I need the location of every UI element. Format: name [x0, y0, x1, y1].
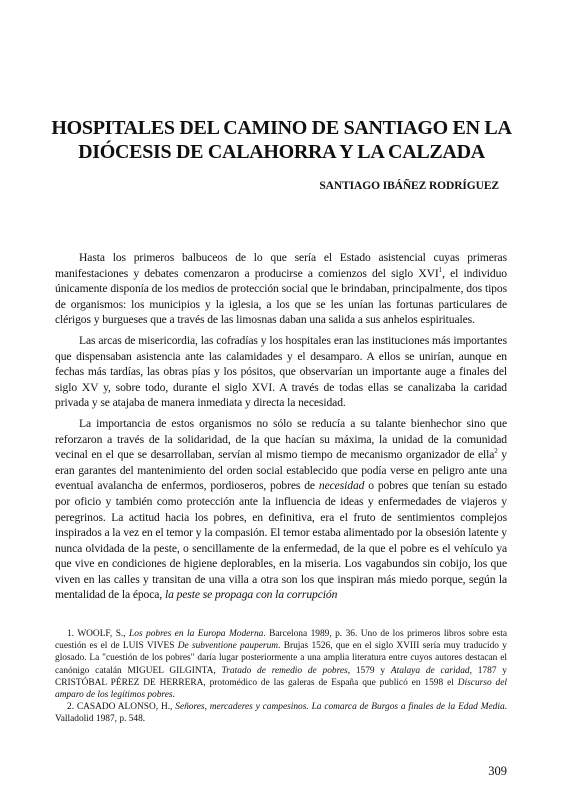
italic-term: necesidad: [318, 479, 365, 493]
paragraph-3-text-cont: y eran garantes del mantenimiento del orden social establecido que podía verse en peligro ante una eventual avalancha de enfermos, pordioseros, pobres de: [55, 448, 507, 493]
footnote-text: WOOLF, S.,: [74, 629, 130, 639]
article-title: HOSPITALES DEL CAMINO DE SANTIAGO EN LA DIÓCESIS DE CALAHORRA Y LA CALZADA: [51, 117, 512, 163]
footnote-italic: Tratado de remedio de pobres: [221, 665, 348, 676]
footnote-italic: Discurso del amparo de los legítimos pobres: [55, 677, 508, 701]
footnote-text: , 1787 y CRISTÓBAL PÉREZ DE HERRERA, protomédico de las galeras de España que publicó en 1598 el: [55, 665, 507, 688]
footnote-text: . Valladolid 1987, p. 548.: [55, 702, 507, 725]
footnote-number: 1.: [67, 629, 75, 639]
page-number: 309: [488, 764, 507, 778]
footnote-italic: De subventione pauperum: [177, 641, 279, 652]
footnote-1: [55, 628, 507, 701]
footnote-text: , 1579 y: [347, 665, 391, 676]
footnote-ref-1: 1: [438, 265, 443, 274]
footnote-italic: Los pobres en la Europa Moderna: [129, 629, 264, 639]
paragraph-1-text-cont: , el individuo únicamente disponía de los medios de protección social que le brindaban, principalmente, dos tipos de organismos: los municipios y la iglesia, a los que se les unían las fortunas particulares de clérigos y burgueses que a través de las limosnas daban una salida a sus anhelos espirituales.: [55, 266, 507, 327]
footnote-ref-2: 2: [494, 447, 498, 456]
footnote-number: 2.: [67, 702, 75, 713]
paragraph-3: [55, 416, 507, 603]
footnote-2: [55, 701, 507, 725]
footnote-italic: Señores, mercaderes y campesinos. La comarca de Burgos a finales de la Edad Media: [175, 702, 505, 713]
footnotes: [55, 628, 507, 726]
paragraph-3-text: La importancia de estos organismos no sólo se reducía a su talante bienhechor sino que reforzaron a través de la solidaridad, de la que hacían su máxima, la unidad de la comunidad vecinal en el que se desarrollaban, servían al mismo tiempo de mecanismo organizador de ella: [55, 416, 507, 462]
article-body: [55, 250, 507, 608]
author-name: SANTIAGO IBÁÑEZ RODRÍGUEZ: [319, 180, 499, 192]
footnote-text: . Barcelona 1989, p. 36. Uno de los primeros libros sobre esta cuestión es el de LUIS VIVES: [55, 629, 507, 652]
footnote-text: . Brujas 1526, que en el siglo XVIII sería muy traducido y glosado. La "cuestión de los pobres" daría lugar posteriormente a una amplia literatura entre cuyos autores destacan el canónigo catalán MIGUEL GILGINTA,: [55, 641, 507, 676]
paragraph-1-text: Hasta los primeros balbuceos de lo que sería el Estado asistencial cuyas primeras manifestaciones y debates comenzaron a producirse a comienzos del siglo XVI: [55, 251, 507, 280]
paragraph-1: [55, 250, 507, 328]
footnote-italic: Atalaya de caridad: [390, 665, 470, 676]
footnote-text: .: [172, 690, 175, 701]
paragraph-2: Las arcas de misericordia, las cofradías y los hospitales eran las instituciones más importantes que dispensaban asistencia ante las calamidades y el desamparo. A ellos se unirían, aunque en fechas más tardías, las obras pías y los pósitos, que observarían un importante auge a finales del siglo XV y, sobre todo, durante el siglo XVI. A través de todas ellas se canalizaba la caridad privada y se atajaba de manera inmediata y directa la necesidad.: [55, 333, 507, 410]
footnote-text: CASADO ALONSO, H.,: [74, 702, 176, 713]
italic-quote: la peste se propaga con la corrupción: [164, 588, 338, 602]
paragraph-3-text-cont2: o pobres que tenían su estado por oficio y también como protección ante la influencia de ideas y enfermedades de viajeros y peregrinos. La actitud hacia los pobres, en definitiva, era el fruto de sentimientos complejos inspirados a la vez en el temor y la compasión. El temor estaba alimentado por la obsesión latente y nunca olvidada de la peste, o sencillamente de la enfermedad, de la que el pobre es el vehículo ya que vive en condiciones de higiene deplorables, en la miseria. Los vagabundos sin cobijo, los que viven en las calles y transitan de una villa a otra son los que inspiran más miedo porque, según la mentalidad de la época,: [55, 479, 507, 602]
